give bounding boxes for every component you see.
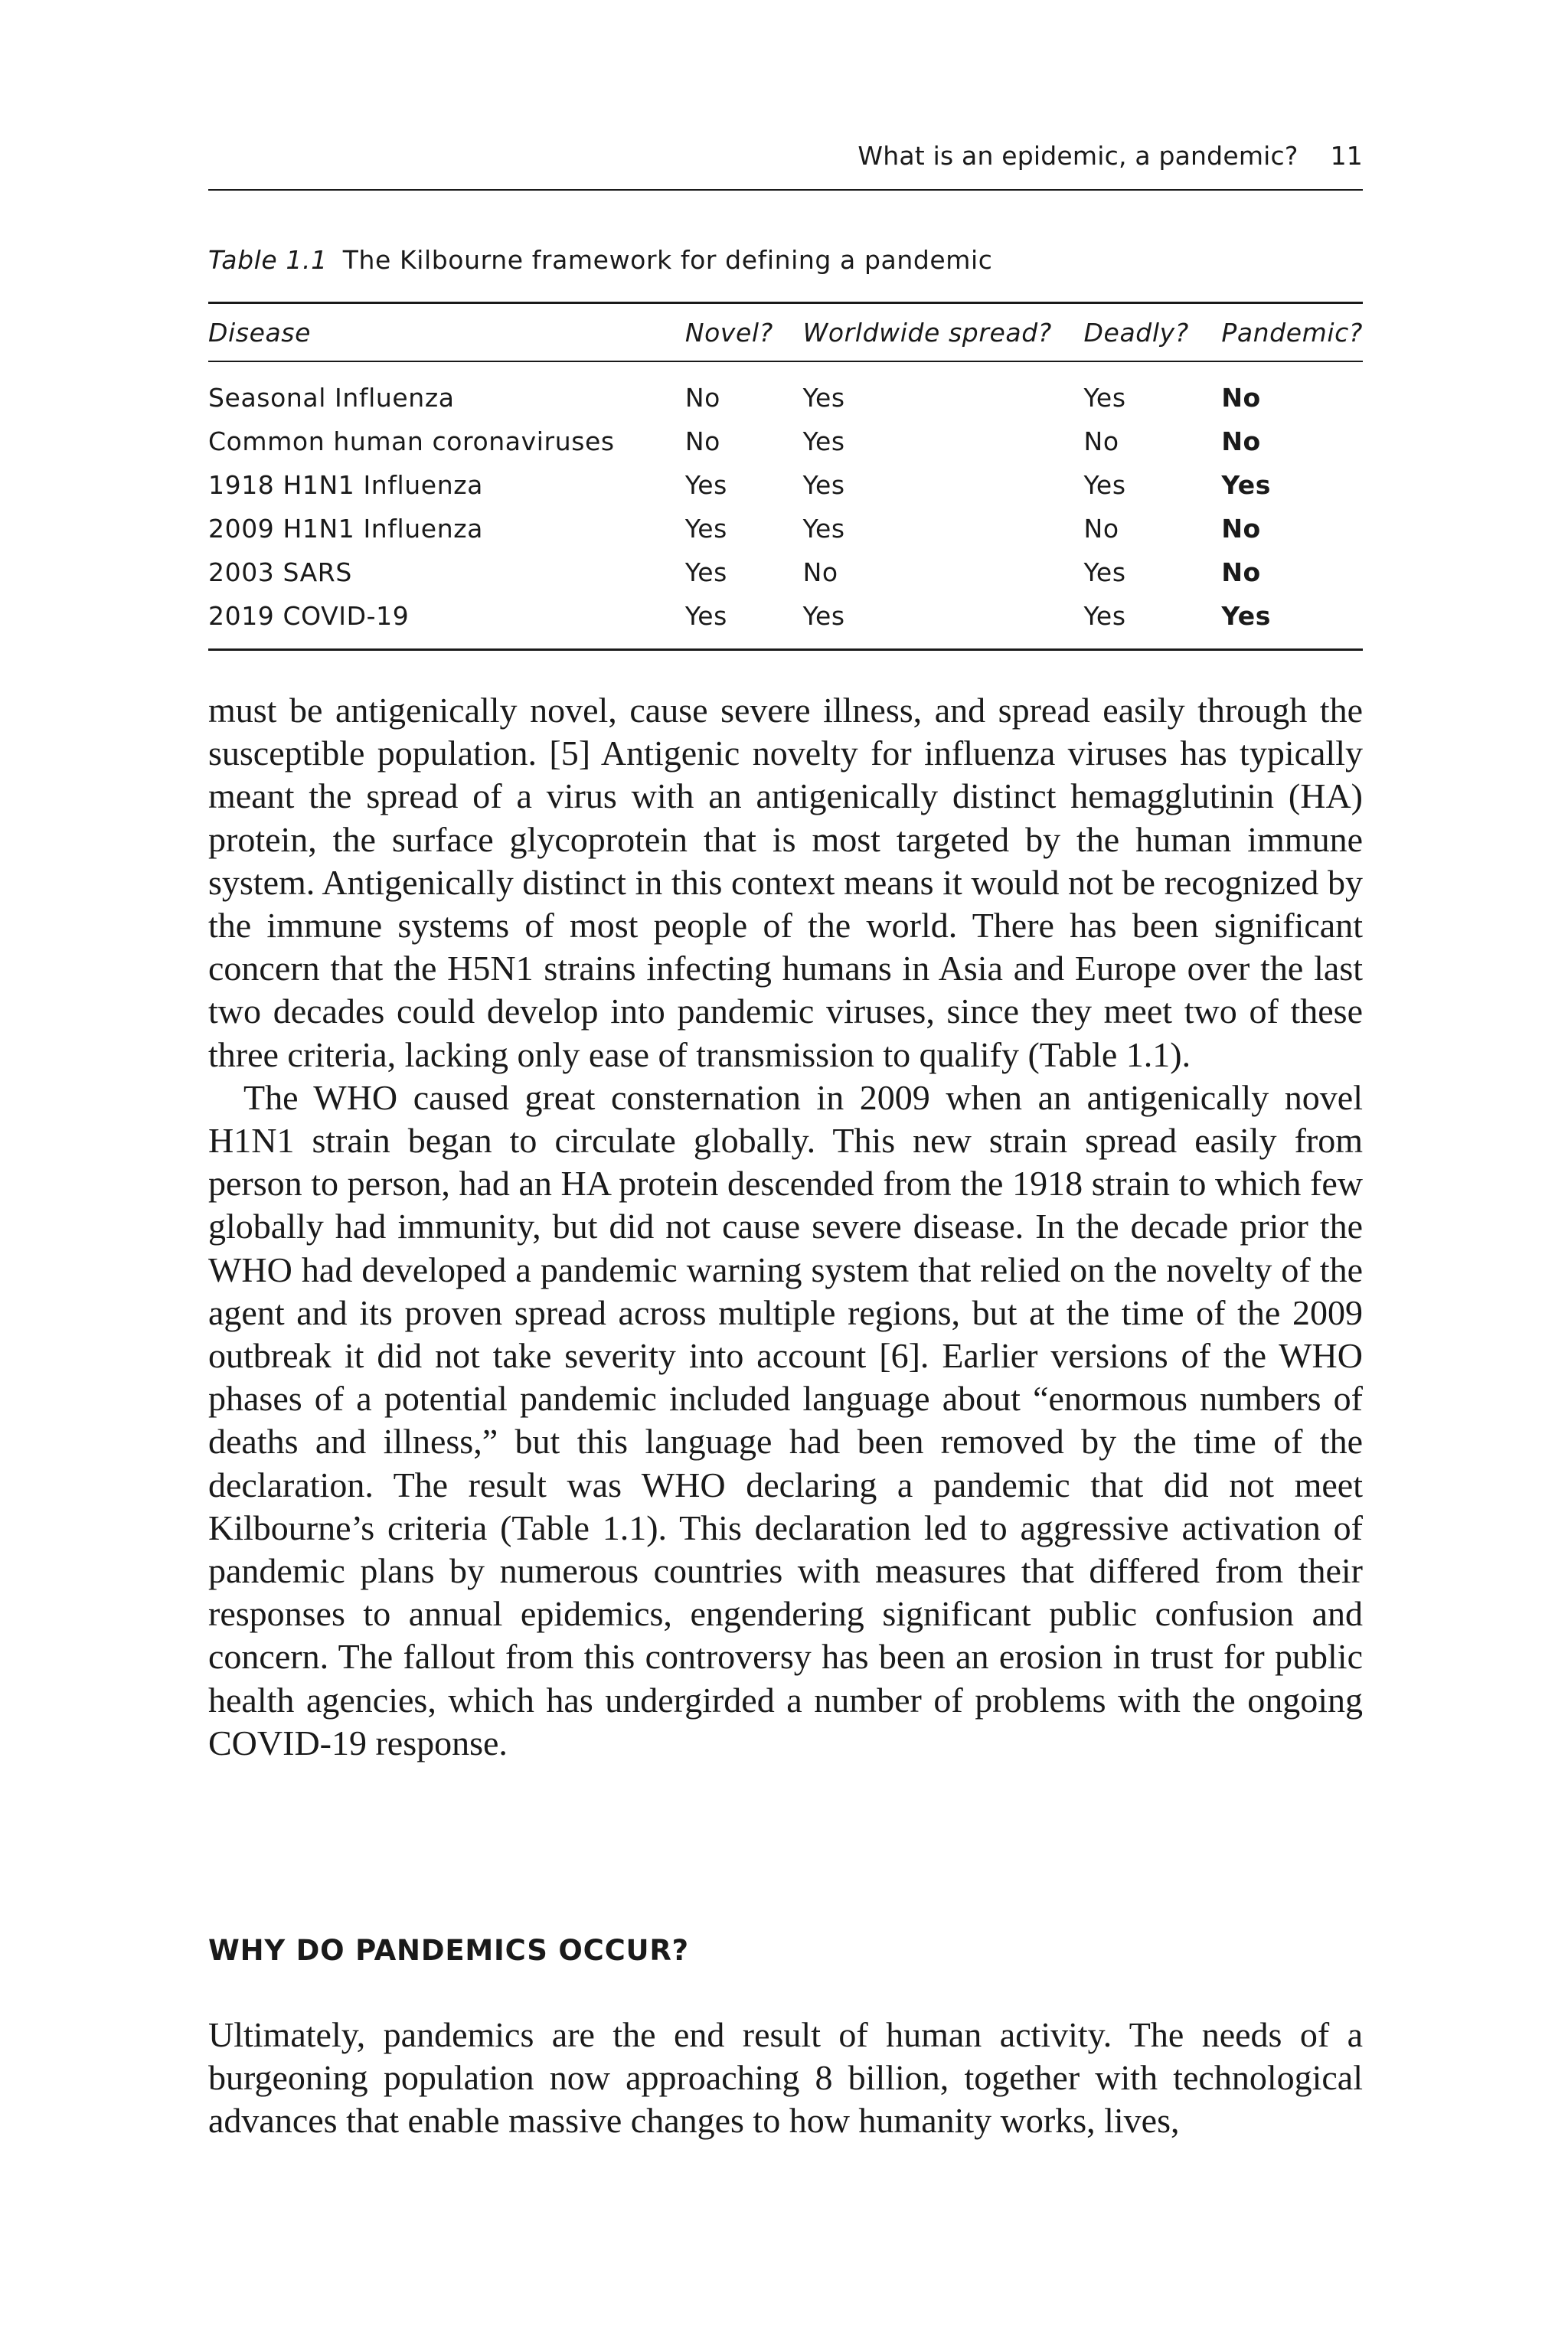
column-header-novel: Novel? [684,317,773,348]
cell-pandemic: Yes [1221,601,1272,631]
cell-novel: Yes [684,514,727,544]
section-body-text [208,2014,1363,2143]
running-header [208,141,1363,172]
table-row [208,507,1363,550]
body-paragraph: Ultimately, pandemics are the end result of human activity. The needs of a burgeoning population now approaching 8 billion, together with technological advances that enable massive changes to how humanity works, lives, [208,2015,1363,2141]
body-text [208,689,1363,1765]
header-rule [208,189,1363,191]
body-paragraph: must be antigenically novel, cause severe illness, and spread easily through the susceptible population. [5] Antigenic novelty for influenza viruses has typically meant the spread of a virus with an antigenically distinct hemagglutinin (HA) protein, the surface glycoprotein that is most targeted by the human immune system. Antigenically distinct in this context means it would not be recognized by the immune systems of most people of the world. There has been significant concern that the H5N1 strains infecting humans in Asia and Europe over the last two decades could develop into pandemic viruses, since they meet two of these three criteria, lacking only ease of transmission to qualify (Table 1.1). [208,691,1363,1074]
kilbourne-table [208,302,1363,651]
cell-disease: 1918 H1N1 Influenza [208,470,483,500]
table-header-row [208,303,1363,362]
page-number: 11 [1330,141,1363,171]
table-caption [208,245,993,276]
running-title: What is an epidemic, a pandemic? [858,141,1298,171]
table-row [208,594,1363,650]
cell-novel: No [684,426,720,456]
cell-worldwide-spread: Yes [802,514,845,544]
cell-worldwide-spread: Yes [802,601,845,631]
kilbourne-table-wrapper [208,302,1363,651]
cell-worldwide-spread: Yes [802,383,845,413]
cell-deadly: No [1083,514,1119,544]
table-row [208,361,1363,420]
cell-deadly: Yes [1083,383,1126,413]
table-row [208,550,1363,594]
cell-disease: 2019 COVID-19 [208,601,410,631]
cell-novel: No [684,383,720,413]
cell-deadly: Yes [1083,470,1126,500]
table-row [208,463,1363,507]
cell-deadly: Yes [1083,557,1126,587]
section-heading: WHY DO PANDEMICS OCCUR? [208,1934,689,1967]
table-caption-number: Table 1.1 [208,245,328,275]
cell-disease: Seasonal Influenza [208,383,455,413]
book-page [208,0,1363,2352]
column-header-pandemic: Pandemic? [1221,317,1363,348]
column-header-disease: Disease [208,317,311,348]
column-header-worldwide-spread: Worldwide spread? [802,317,1052,348]
cell-novel: Yes [684,470,727,500]
cell-disease: 2009 H1N1 Influenza [208,514,483,544]
cell-worldwide-spread: No [802,557,838,587]
column-header-deadly: Deadly? [1083,317,1189,348]
cell-pandemic: No [1221,383,1261,413]
cell-pandemic: No [1221,557,1261,587]
cell-disease: 2003 SARS [208,557,352,587]
cell-pandemic: No [1221,426,1261,456]
table-caption-text: The Kilbourne framework for defining a pandemic [342,245,993,275]
cell-pandemic: Yes [1221,470,1272,500]
cell-novel: Yes [684,601,727,631]
cell-deadly: Yes [1083,601,1126,631]
cell-novel: Yes [684,557,727,587]
cell-disease: Common human coronaviruses [208,426,615,456]
table-row [208,420,1363,463]
cell-pandemic: No [1221,514,1261,544]
cell-worldwide-spread: Yes [802,470,845,500]
body-paragraph: The WHO caused great consternation in 2009 when an antigenically novel H1N1 strain began to circulate globally. This new strain spread easily from person to person, had an HA protein descended from the 1918 strain to which few globally had immunity, but did not cause severe disease. In the decade prior the WHO had developed a pandemic warning system that relied on the novelty of the agent and its proven spread across multiple regions, but at the time of the 2009 outbreak it did not take severity into account [6]. Earlier versions of the WHO phases of a potential pandemic included language about “enormous numbers of deaths and illness,” but this language had been removed by the time of the declaration. The result was WHO declaring a pandemic that did not meet Kilbourne’s criteria (Table 1.1). This declaration led to aggressive activation of pandemic plans by numerous countries with measures that differed from their responses to annual epidemics, engendering significant public confusion and concern. The fallout from this controversy has been an erosion in trust for public health agencies, which has undergirded a number of problems with the ongoing COVID-19 response. [208,1077,1363,1762]
cell-deadly: No [1083,426,1119,456]
cell-worldwide-spread: Yes [802,426,845,456]
